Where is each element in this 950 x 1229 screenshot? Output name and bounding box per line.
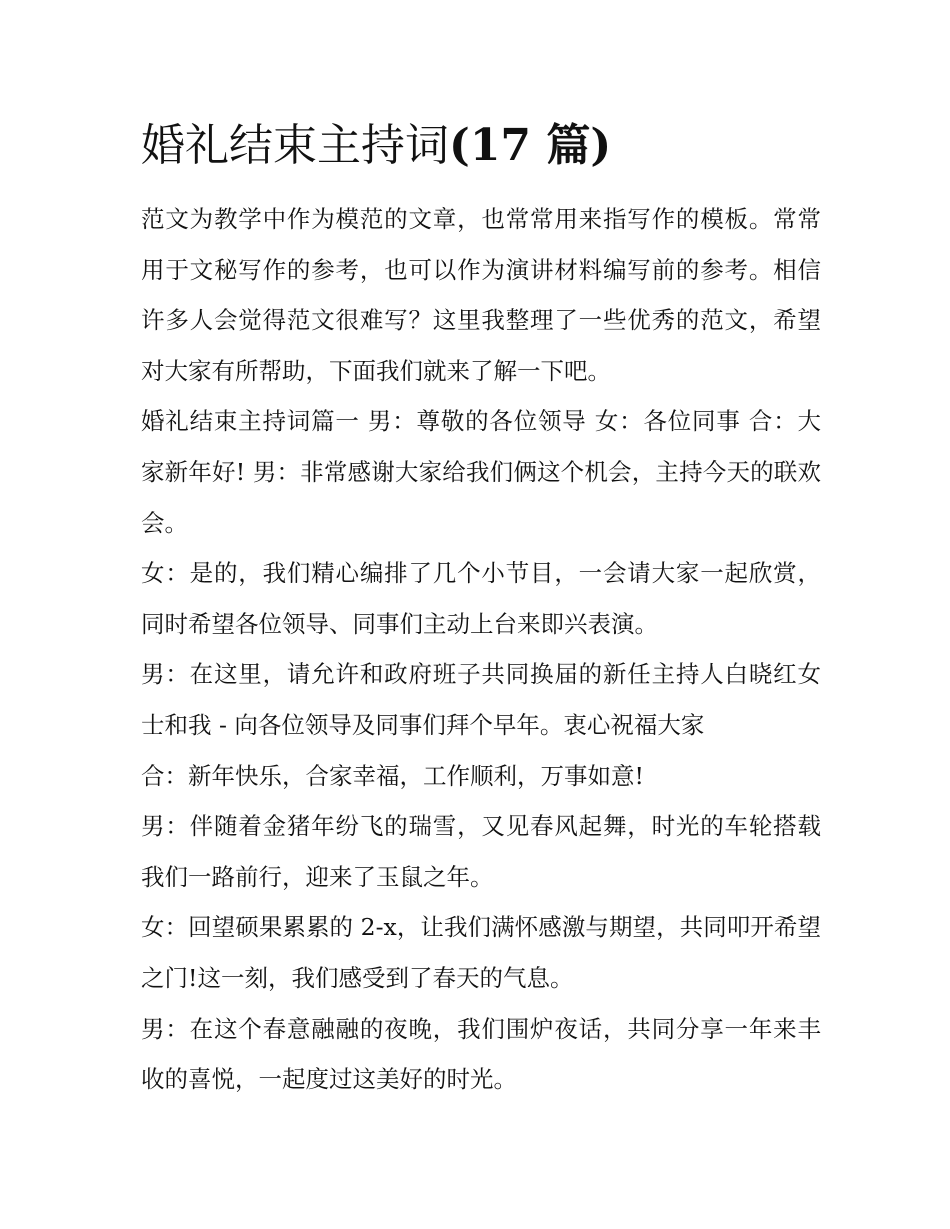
document-page — [141, 112, 821, 1105]
paragraph-4: 合：新年快乐，合家幸福，工作顺利，万事如意! — [141, 761, 644, 790]
document-title-suffix: (17 篇) — [449, 120, 612, 171]
paragraph-5: 男：伴随着金猪年纷飞的瑞雪，又见春风起舞，时光的车轮搭载我们一路前行，迎来了玉鼠之年。 — [141, 812, 821, 891]
paragraph-2: 女：是的，我们精心编排了几个小节目，一会请大家一起欣赏，同时希望各位领导、同事们主动上台来即兴表演。 — [141, 559, 821, 638]
document-title — [141, 112, 821, 180]
document-title-main: 婚礼结束主持词 — [141, 120, 449, 171]
paragraph-1: 婚礼结束主持词篇一 男：尊敬的各位领导 女：各位同事 合：大家新年好! 男：非常感谢大家给我们俩这个机会，主持今天的联欢会。 — [141, 407, 821, 537]
paragraph-7: 男：在这个春意融融的夜晚，我们围炉夜话，共同分享一年来丰收的喜悦，一起度过这美好的时光。 — [141, 1014, 821, 1094]
paragraph-3: 男：在这里，请允许和政府班子共同换届的新任主持人白晓红女士和我 - 向各位领导及同事们拜个早年。衷心祝福大家 — [141, 660, 821, 739]
paragraph-6: 女：回望硕果累累的 2-x，让我们满怀感激与期望，共同叩开希望之门!这一刻，我们感受到了春天的气息。 — [141, 913, 821, 992]
intro-paragraph: 范文为教学中作为模范的文章，也常常用来指写作的模板。常常用于文秘写作的参考，也可以作为演讲材料编写前的参考。相信许多人会觉得范文很难写？这里我整理了一些优秀的范文，希望对大家有所帮助，下面我们就来了解一下吧。 — [141, 205, 821, 385]
